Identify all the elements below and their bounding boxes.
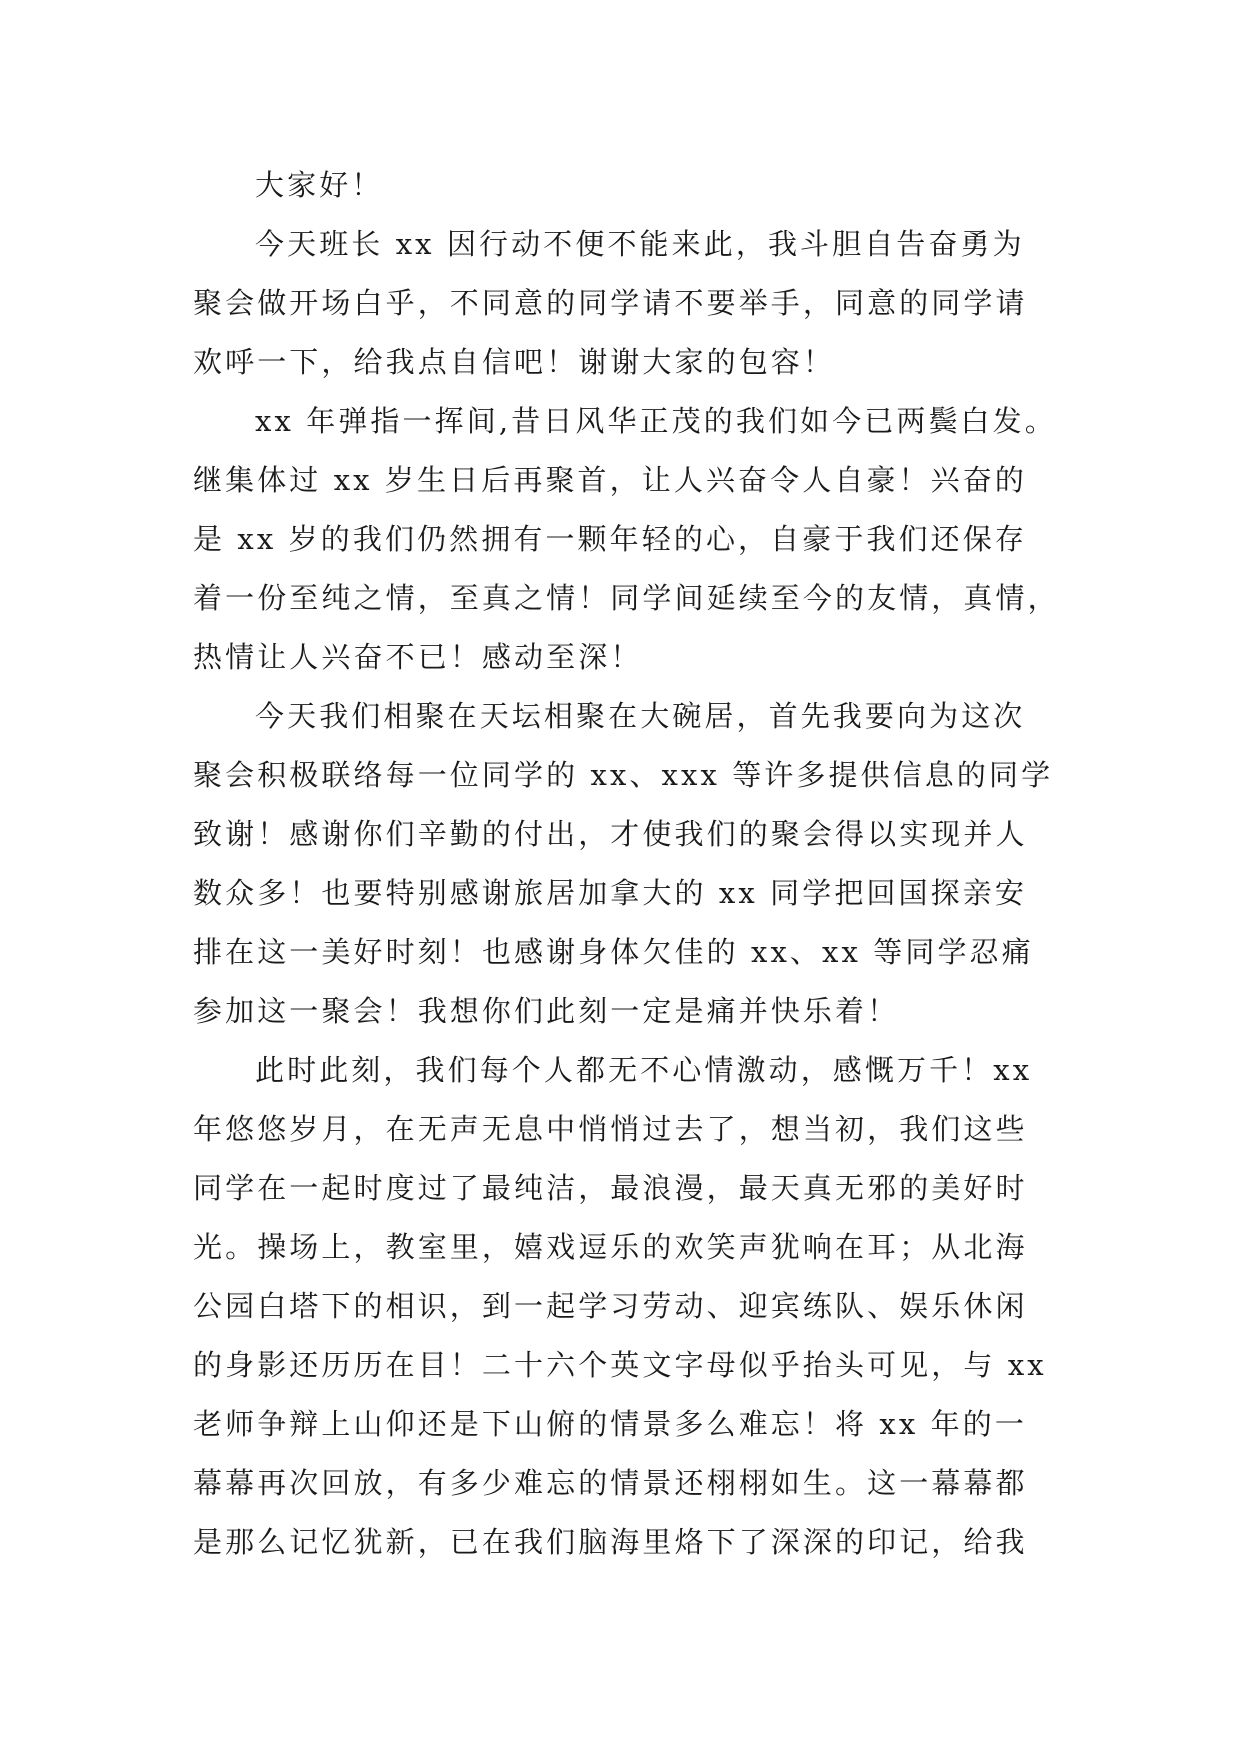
text-line: 老师争辩上山仰还是下山俯的情景多么难忘！将 xx 年的一 — [193, 1407, 1027, 1441]
text-line: 今天班长 xx 因行动不便不能来此，我斗胆自告奋勇为 — [255, 227, 1025, 261]
text-line: 光。操场上，教室里，嬉戏逗乐的欢笑声犹响在耳；从北海 — [193, 1230, 1028, 1264]
text-line: xx 年弹指一挥间,昔日风华正茂的我们如今已两鬓白发。 — [255, 404, 1057, 438]
paragraph-opening — [193, 215, 1051, 392]
text-line: 欢呼一下，给我点自信吧！谢谢大家的包容！ — [193, 345, 836, 379]
text-line: 大家好！ — [255, 168, 384, 202]
paragraph-thanks — [193, 687, 1054, 1041]
text-line: 着一份至纯之情，至真之情！同学间延续至今的友情，真情， — [193, 581, 1060, 615]
text-line: 聚会做开场白乎，不同意的同学请不要举手，同意的同学请 — [193, 286, 1028, 320]
paragraph-greeting — [193, 156, 1051, 215]
text-line: 同学在一起时度过了最纯洁，最浪漫，最天真无邪的美好时 — [193, 1171, 1028, 1205]
text-line: 热情让人兴奋不已！感动至深！ — [193, 640, 643, 674]
text-line: 继集体过 xx 岁生日后再聚首，让人兴奋令人自豪！兴奋的 — [193, 463, 1027, 497]
text-line: 幕幕再次回放，有多少难忘的情景还栩栩如生。这一幕幕都 — [193, 1466, 1028, 1500]
text-line: 致谢！感谢你们辛勤的付出，才使我们的聚会得以实现并人 — [193, 817, 1028, 851]
paragraph-reunion — [193, 392, 1060, 687]
text-line: 数众多！也要特别感谢旅居加拿大的 xx 同学把回国探亲安 — [193, 876, 1027, 910]
text-line: 今天我们相聚在天坛相聚在大碗居，首先我要向为这次 — [255, 699, 1026, 733]
text-line: 参加这一聚会！我想你们此刻一定是痛并快乐着！ — [193, 994, 900, 1028]
text-line: 年悠悠岁月，在无声无息中悄悄过去了，想当初，我们这些 — [193, 1112, 1028, 1146]
text-line: 此时此刻，我们每个人都无不心情激动，感慨万千！xx — [255, 1053, 1033, 1087]
text-line: 是 xx 岁的我们仍然拥有一颗年轻的心，自豪于我们还保存 — [193, 522, 1027, 556]
text-line: 排在这一美好时刻！也感谢身体欠佳的 xx、xx 等同学忍痛 — [193, 935, 1034, 969]
text-line: 聚会积极联络每一位同学的 xx、xxx 等许多提供信息的同学 — [193, 758, 1054, 792]
document-body — [193, 156, 1060, 1572]
text-line: 公园白塔下的相识，到一起学习劳动、迎宾练队、娱乐休闲 — [193, 1289, 1028, 1323]
paragraph-memories — [193, 1041, 1051, 1572]
text-line: 是那么记忆犹新，已在我们脑海里烙下了深深的印记，给我 — [193, 1525, 1028, 1559]
text-line: 的身影还历历在目！二十六个英文字母似乎抬头可见，与 xx — [193, 1348, 1047, 1382]
